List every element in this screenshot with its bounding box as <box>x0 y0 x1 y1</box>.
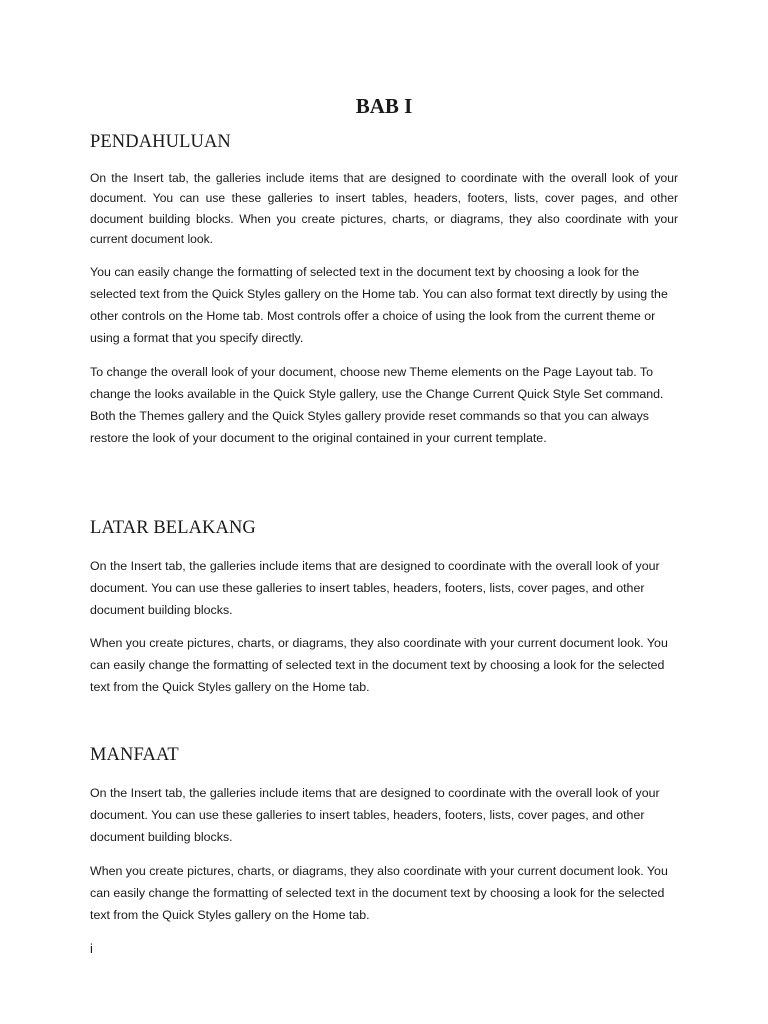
paragraph: When you create pictures, charts, or diagrams, they also coordinate with your current document look. You can easily change the formatting of selected text in the document text by choosing a look for the selected text from the Quick Styles gallery on the Home tab. <box>90 864 668 922</box>
paragraph: On the Insert tab, the galleries include items that are designed to coordinate with the overall look of your document. You can use these galleries to insert tables, headers, footers, lists, cover pages, and other document building blocks. When you create pictures, charts, or diagrams, they also coordinate with your current document look. <box>90 171 678 246</box>
paragraph: You can easily change the formatting of selected text in the document text by choosing a look for the selected text from the Quick Styles gallery on the Home tab. You can also format text directly by using the other controls on the Home tab. Most controls offer a choice of using the look from the current theme or using a format that you specify directly. <box>90 265 668 345</box>
section-heading-latar-belakang: LATAR BELAKANG <box>90 518 256 538</box>
section-heading-pendahuluan: PENDAHULUAN <box>90 132 231 152</box>
paragraph: To change the overall look of your document, choose new Theme elements on the Page Layout tab. To change the looks available in the Quick Style gallery, use the Change Current Quick Style Set command. Both the Themes gallery and the Quick Styles gallery provide reset commands so that you can always restore the look of your document to the original contained in your current template. <box>90 365 664 445</box>
paragraph: On the Insert tab, the galleries include items that are designed to coordinate with the overall look of your document. You can use these galleries to insert tables, headers, footers, lists, cover pages, and other document building blocks. <box>90 559 660 617</box>
section-heading-manfaat: MANFAAT <box>90 745 179 765</box>
paragraph: On the Insert tab, the galleries include items that are designed to coordinate with the overall look of your document. You can use these galleries to insert tables, headers, footers, lists, cover pages, and other document building blocks. <box>90 786 660 844</box>
page-number: i <box>90 941 93 956</box>
paragraph: When you create pictures, charts, or diagrams, they also coordinate with your current document look. You can easily change the formatting of selected text in the document text by choosing a look for the selected text from the Quick Styles gallery on the Home tab. <box>90 636 668 694</box>
chapter-title: BAB I <box>355 94 413 118</box>
